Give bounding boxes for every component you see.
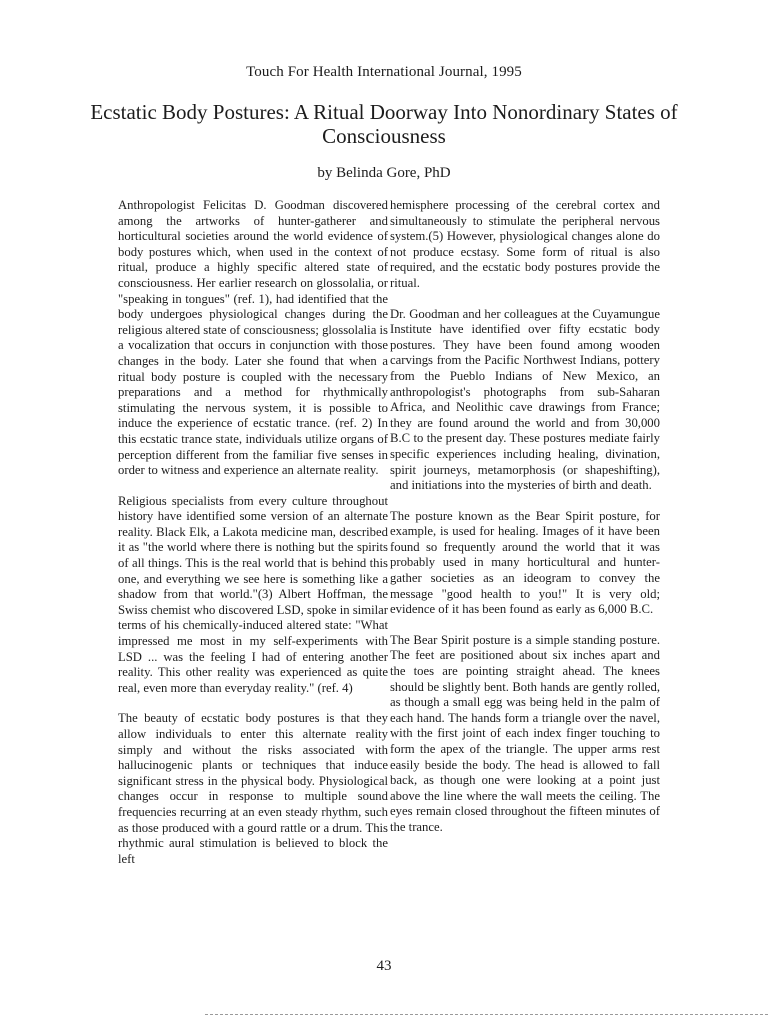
footer-divider bbox=[205, 1014, 768, 1015]
page-number: 43 bbox=[376, 958, 392, 974]
paragraph: Dr. Goodman and her colleagues at the Cuyamungue Institute have identified over fifty ecstatic body postures. They have been found among wooden carvings from the Pacific Northwest Indians, pottery from the Pueblo Indians of New Mexico, an anthropologist's photographs from sub-Saharan Africa, and Neolithic cave drawings from France; they are found around the world and from 30,000 B.C to the present day. These postures mediate fairly specific experiences including healing, divination, spirit journeys, metamorphosis (or shapeshifting), and initiations into the mysteries of birth and death. bbox=[390, 306, 660, 493]
paragraph: The posture known as the Bear Spirit posture, for example, is used for healing. Images of it have been found so frequently around the world that it was probably used in many horticultural and hunter-gather societies as an ideogram to convey the message "good health to you!" It is very old; evidence of it has been found as early as 6,000 B.C. bbox=[390, 508, 660, 617]
paragraph: The beauty of ecstatic body postures is that they allow individuals to enter this alternate reality simply and without the risks associated with hallucinogenic plants or techniques that induce significant stress in the physical body. Physiological changes occur in response to multiple sound frequencies recurring at an even steady rhythm, such as those produced with a gourd rattle or a drum. This rhythmic aural stimulation is believed to block the left bbox=[118, 711, 388, 866]
paragraph: The Bear Spirit posture is a simple standing posture. The feet are positioned about six inches apart and the toes are pointing straight ahead. The knees should be slightly bent. Both hands are gently rolled, as though a small egg was being held in the palm of each hand. The hands form a triangle over the navel, with the first joint of each index finger touching to form the apex of the triangle. The upper arms rest easily beside the body. The head is allowed to fall back, as though one were looking at a point just above the line where the wall meets the ceiling. The eyes remain closed throughout the fifteen minutes of the trance. bbox=[390, 632, 660, 834]
paragraph: Religious specialists from every culture throughout history have identified some version of an alternate reality. Black Elk, a Lakota medicine man, described it as "the world where there is nothing but the spirits of all things. This is the real world that is behind this one, and everything we see here is something like a shadow from that world."(3) Albert Hoffman, the Swiss chemist who discovered LSD, spoke in similar terms of his chemically-induced altered state: "What impressed me most in my self-experiments with LSD ... was the feeling I had of entering another reality. This other reality was experienced as quite real, even more than everyday reality." (ref. 4) bbox=[118, 493, 388, 695]
left-column bbox=[118, 198, 388, 882]
article-title: Ecstatic Body Postures: A Ritual Doorway Into Nonordinary States of Consciousness bbox=[90, 100, 678, 148]
journal-name: Touch For Health International Journal, 1995 bbox=[246, 64, 522, 80]
paragraph: hemisphere processing of the cerebral cortex and simultaneously to stimulate the peripheral nervous system.(5) However, physiological changes alone do not produce ecstasy. Some form of ritual is also required, and the ecstatic body postures provide the ritual. bbox=[390, 198, 660, 290]
right-column bbox=[390, 198, 660, 851]
paragraph: Anthropologist Felicitas D. Goodman discovered among the artworks of hunter-gatherer and horticultural societies around the world evidence of body postures which, when used in the context of ritual, produce a highly specific altered state of consciousness. Her earlier research on glossolalia, or "speaking in tongues" (ref. 1), had identified that the body undergoes physiological changes during the religious altered state of consciousness; glossolalia is a vocalization that occurs in conjunction with those changes in the body. Later she found that when a ritual body posture is coupled with the necessary preparations and a method for rhythmically stimulating the nervous system, it is possible to induce the experience of ecstatic trance. (ref. 2) In this ecstatic trance state, individuals utilize organs of perception different from the familiar five senses in order to witness and experience an alternate reality. bbox=[118, 198, 388, 478]
author-byline: by Belinda Gore, PhD bbox=[317, 165, 451, 181]
